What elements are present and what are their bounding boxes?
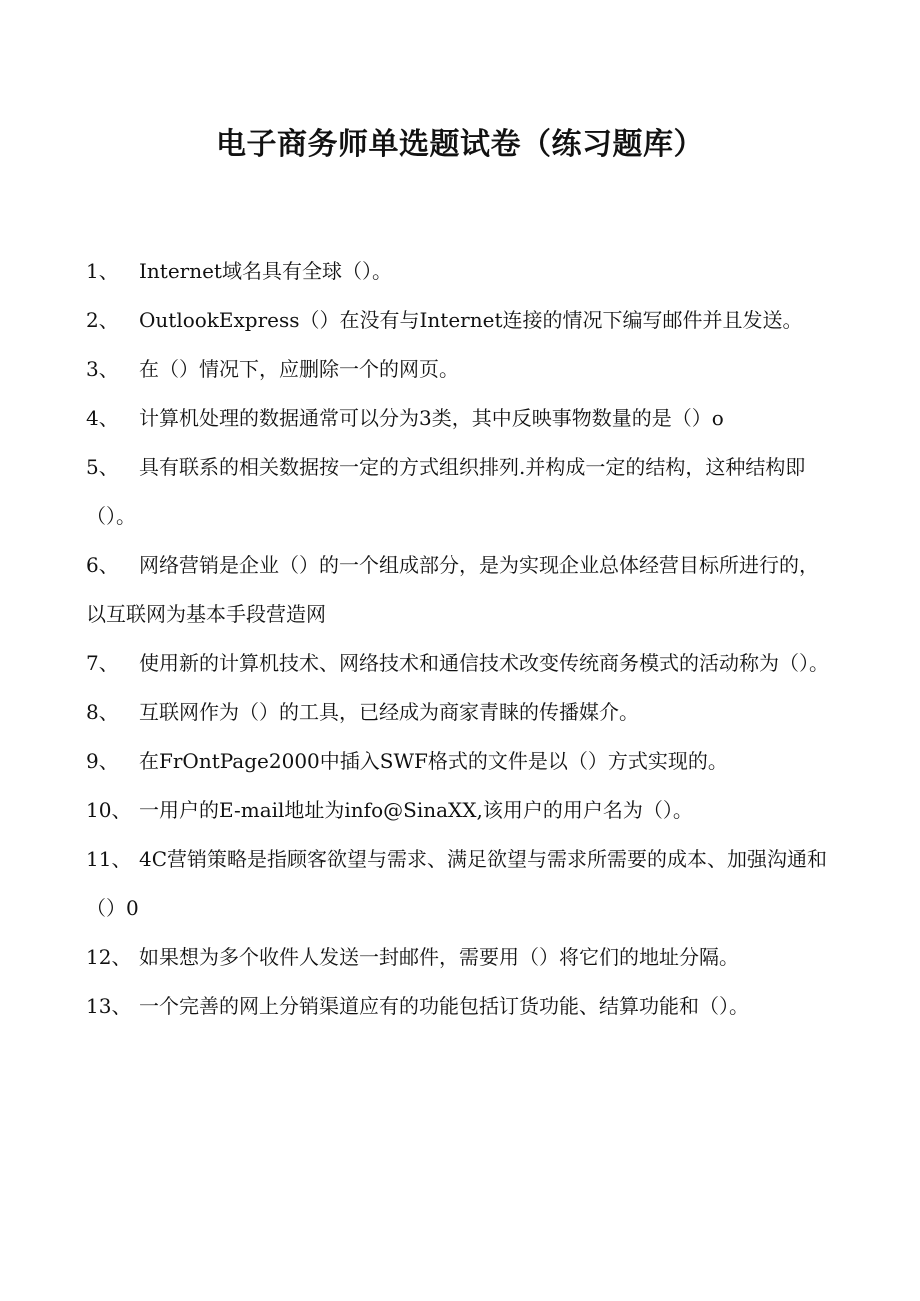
- question-item: [86, 933, 836, 982]
- question-number: 3、: [86, 357, 119, 381]
- question-item: [86, 737, 836, 786]
- question-number: 10、: [86, 798, 132, 822]
- question-item: [86, 835, 836, 933]
- question-list: [86, 247, 836, 1031]
- question-text: 在（）情况下，应删除一个的网页。: [139, 357, 459, 381]
- question-text: 如果想为多个收件人发送一封邮件，需要用（）将它们的地址分隔。: [139, 945, 739, 969]
- question-number: 6、: [86, 553, 119, 577]
- question-number: 1、: [86, 259, 119, 283]
- question-number: 8、: [86, 700, 119, 724]
- question-text: 计算机处理的数据通常可以分为3类，其中反映事物数量的是（）o: [139, 406, 724, 430]
- question-item: [86, 345, 836, 394]
- question-text: 4C营销策略是指顾客欲望与需求、满足欲望与需求所需要的成本、加强沟通和（）0: [86, 847, 828, 920]
- question-text: OutlookExpress（）在没有与Internet连接的情况下编写邮件并且发送。: [139, 308, 803, 332]
- question-item: [86, 541, 836, 639]
- question-item: [86, 443, 836, 541]
- question-text: Internet域名具有全球（）。: [139, 259, 392, 283]
- question-item: [86, 296, 836, 345]
- question-number: 2、: [86, 308, 119, 332]
- question-number: 5、: [86, 455, 119, 479]
- question-item: [86, 394, 836, 443]
- question-item: [86, 639, 836, 688]
- question-text: 一个完善的网上分销渠道应有的功能包括订货功能、结算功能和（）。: [139, 994, 749, 1018]
- document-title: 电子商务师单选题试卷（练习题库）: [216, 127, 704, 162]
- question-number: 13、: [86, 994, 132, 1018]
- question-item: [86, 247, 836, 296]
- question-text: 具有联系的相关数据按一定的方式组织排列.并构成一定的结构，这种结构即（）。: [86, 455, 806, 528]
- question-text: 网络营销是企业（）的一个组成部分，是为实现企业总体经营目标所进行的，以互联网为基本手段营造网: [86, 553, 819, 626]
- question-number: 11、: [86, 847, 132, 871]
- question-text: 互联网作为（）的工具，已经成为商家青睐的传播媒介。: [139, 700, 639, 724]
- question-number: 12、: [86, 945, 132, 969]
- question-item: [86, 688, 836, 737]
- question-item: [86, 982, 836, 1031]
- question-number: 4、: [86, 406, 119, 430]
- question-text: 在FrOntPage2000中插入SWF格式的文件是以（）方式实现的。: [139, 749, 728, 773]
- question-number: 9、: [86, 749, 119, 773]
- question-item: [86, 786, 836, 835]
- question-number: 7、: [86, 651, 119, 675]
- question-text: 使用新的计算机技术、网络技术和通信技术改变传统商务模式的活动称为（）。: [139, 651, 829, 675]
- question-text: 一用户的E-mail地址为info@SinaXX,该用户的用户名为（）。: [139, 798, 693, 822]
